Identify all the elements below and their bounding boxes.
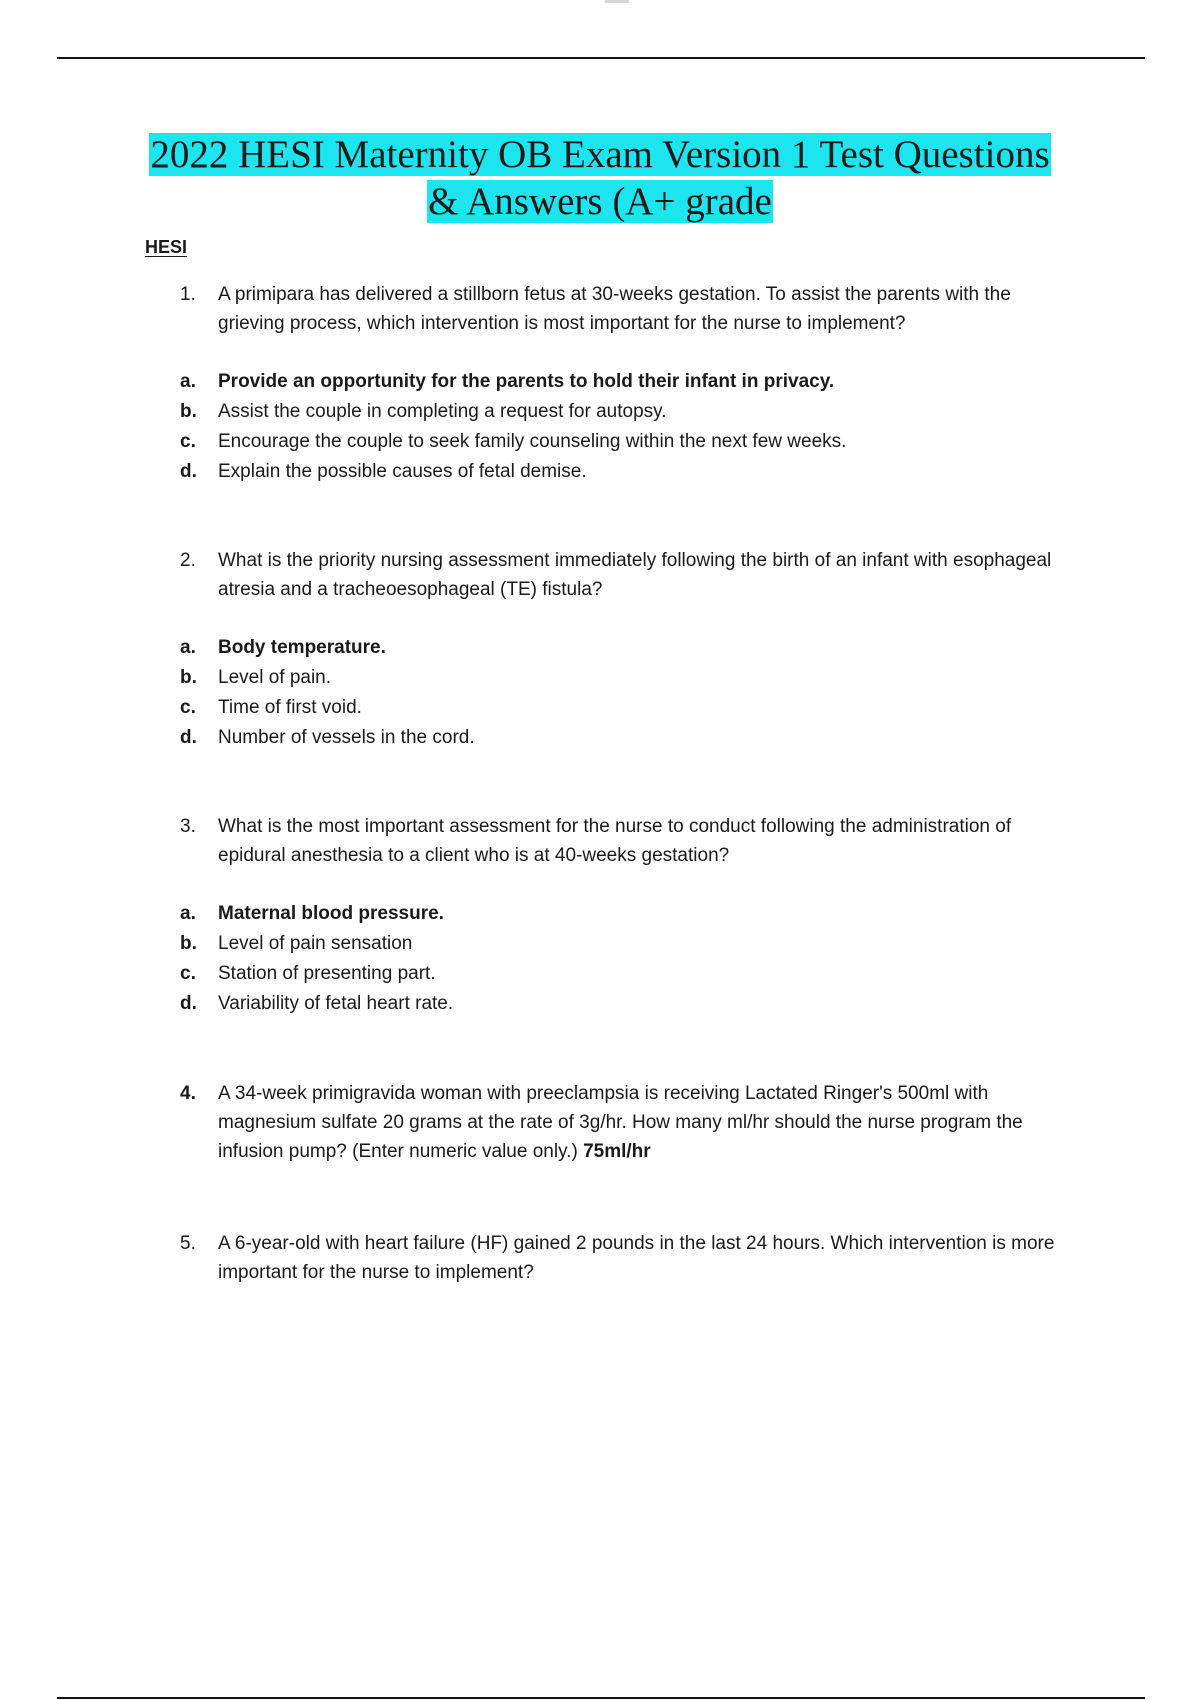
option-c bbox=[180, 959, 1080, 989]
option-c bbox=[180, 427, 1080, 457]
question-stem bbox=[180, 546, 1080, 604]
question-stem bbox=[180, 280, 1080, 338]
section-label: HESI bbox=[145, 237, 188, 257]
question-stem bbox=[180, 1229, 1080, 1287]
top-rule bbox=[57, 57, 1145, 59]
option-d bbox=[180, 723, 1080, 753]
question-text: What is the priority nursing assessment immediately following the birth of an infant with esophageal atresia and a tracheoesophageal (TE) fistula? bbox=[218, 550, 1052, 600]
option-b bbox=[180, 929, 1080, 959]
option-letter: d. bbox=[180, 727, 197, 748]
page-title bbox=[100, 131, 1100, 225]
bottom-rule bbox=[57, 1697, 1145, 1699]
option-text: Level of pain sensation bbox=[218, 933, 413, 954]
option-letter: d. bbox=[180, 993, 197, 1014]
question-stem bbox=[180, 812, 1080, 870]
option-text: Time of first void. bbox=[218, 697, 362, 718]
option-letter: c. bbox=[180, 963, 196, 984]
option-d bbox=[180, 457, 1080, 487]
option-a-correct bbox=[180, 633, 1080, 663]
title-line-2: & Answers (A+ grade bbox=[428, 180, 772, 223]
option-letter: a. bbox=[180, 637, 196, 658]
question-number: 5. bbox=[180, 1233, 196, 1254]
option-letter: b. bbox=[180, 667, 197, 688]
question-number: 1. bbox=[180, 284, 196, 305]
option-text: Assist the couple in completing a request for autopsy. bbox=[218, 401, 667, 422]
question-number: 3. bbox=[180, 816, 196, 837]
option-letter: c. bbox=[180, 697, 196, 718]
question-5 bbox=[180, 1229, 1080, 1287]
question-text: What is the most important assessment for the nurse to conduct following the administration of epidural anesthesia to a client who is at 40-weeks gestation? bbox=[218, 816, 1012, 866]
option-letter: b. bbox=[180, 933, 197, 954]
option-b bbox=[180, 663, 1080, 693]
question-text: A 6-year-old with heart failure (HF) gained 2 pounds in the last 24 hours. Which intervention is more important for the nurse to implement? bbox=[218, 1233, 1055, 1283]
option-list bbox=[180, 899, 1080, 1019]
option-list bbox=[180, 633, 1080, 753]
option-text: Number of vessels in the cord. bbox=[218, 727, 475, 748]
question-2 bbox=[180, 546, 1080, 753]
question-text: A primipara has delivered a stillborn fetus at 30-weeks gestation. To assist the parents with the grieving process, which intervention is most important for the nurse to implement? bbox=[218, 284, 1011, 334]
option-letter: d. bbox=[180, 461, 197, 482]
option-text: Encourage the couple to seek family counseling within the next few weeks. bbox=[218, 431, 847, 452]
option-text: Level of pain. bbox=[218, 667, 332, 688]
option-text: Body temperature. bbox=[218, 637, 386, 658]
option-text: Maternal blood pressure. bbox=[218, 903, 444, 924]
option-letter: b. bbox=[180, 401, 197, 422]
option-text: Variability of fetal heart rate. bbox=[218, 993, 454, 1014]
option-letter: c. bbox=[180, 431, 196, 452]
option-letter: a. bbox=[180, 371, 196, 392]
question-text: A 34-week primigravida woman with preeclampsia is receiving Lactated Ringer's 500ml with magnesium sulfate 20 grams at the rate of 3g/hr. How many ml/hr should the nurse program the infusion pump? (Enter numeric value only.) bbox=[218, 1083, 1023, 1162]
option-text: Provide an opportunity for the parents to hold their infant in privacy. bbox=[218, 371, 835, 392]
option-list bbox=[180, 367, 1080, 487]
title-line-1: 2022 HESI Maternity OB Exam Version 1 Test Questions bbox=[150, 133, 1050, 176]
question-stem bbox=[180, 1079, 1080, 1166]
question-number: 2. bbox=[180, 550, 196, 571]
option-a-correct bbox=[180, 367, 1080, 397]
question-4 bbox=[180, 1079, 1080, 1166]
option-text: Explain the possible causes of fetal demise. bbox=[218, 461, 587, 482]
question-3 bbox=[180, 812, 1080, 1019]
inline-answer: 75ml/hr bbox=[583, 1141, 651, 1162]
header-mark bbox=[605, 0, 629, 3]
option-b bbox=[180, 397, 1080, 427]
option-letter: a. bbox=[180, 903, 196, 924]
question-1 bbox=[180, 280, 1080, 487]
option-d bbox=[180, 989, 1080, 1019]
option-text: Station of presenting part. bbox=[218, 963, 436, 984]
question-number: 4. bbox=[180, 1083, 196, 1104]
option-c bbox=[180, 693, 1080, 723]
option-a-correct bbox=[180, 899, 1080, 929]
